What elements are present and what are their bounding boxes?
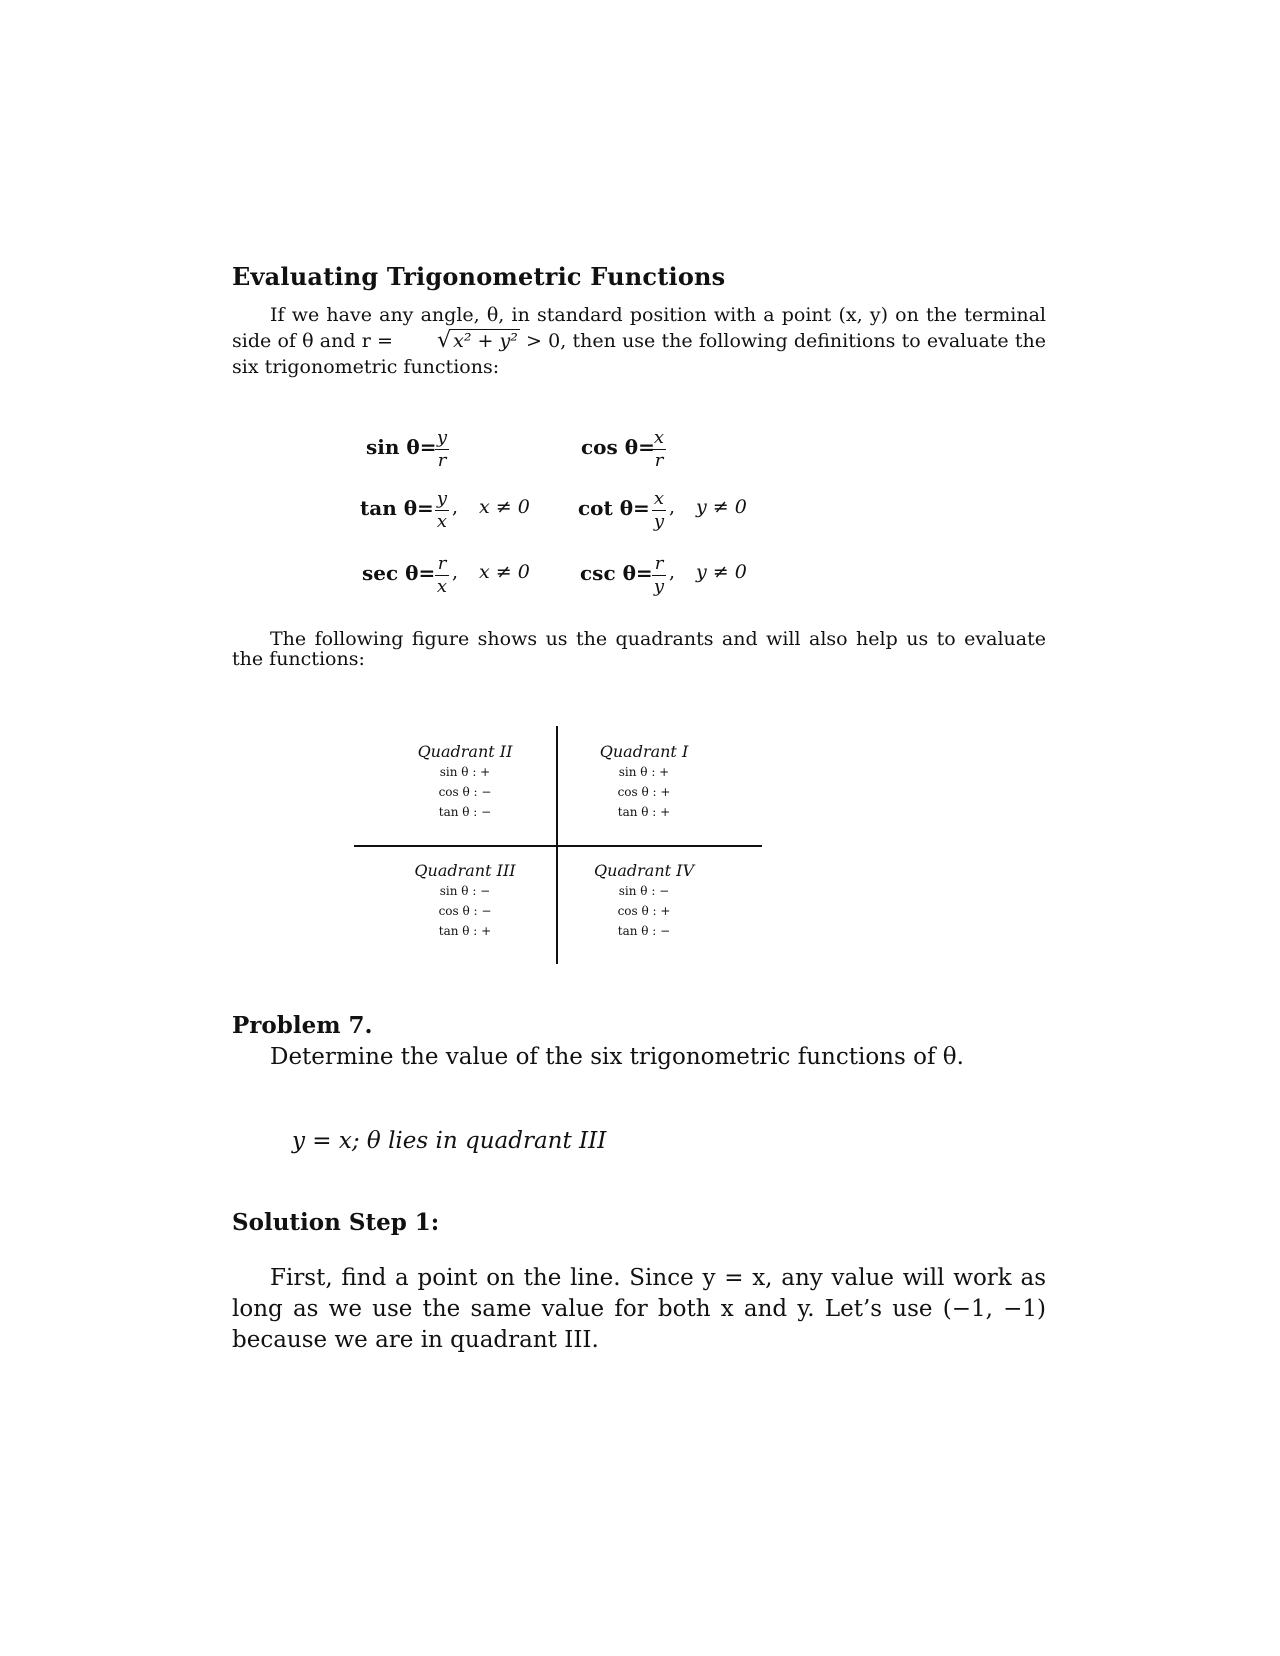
cot-denominator: y (653, 511, 665, 532)
problem-given: y = x; θ lies in quadrant III (292, 1128, 607, 1154)
cot-label: cot θ= (578, 496, 650, 520)
cot-condition: y ≠ 0 (696, 496, 747, 518)
quadrant-sin: sin θ : + (439, 765, 491, 779)
cos-label: cos θ= (581, 435, 655, 459)
sec-numerator: r (437, 553, 447, 574)
intro-line-1: If we have any angle, θ, in standard position with a point (x, y) on the terminal side of θ (232, 304, 1046, 352)
quadrant-cos: cos θ : − (438, 785, 492, 799)
radicand: x² + y² (453, 330, 518, 352)
quadrant-cos: cos θ : + (617, 904, 671, 918)
csc-denominator: y (653, 576, 665, 597)
sin-numerator: y (436, 427, 448, 448)
quadrant-tan: tan θ : − (617, 924, 671, 938)
sec-denominator: x (436, 576, 448, 597)
quadrant-2 (380, 742, 550, 822)
quadrant-title: Quadrant IV (593, 861, 695, 880)
problem-text: Determine the value of the six trigonometric functions of θ. (270, 1044, 964, 1070)
sec-fraction (434, 553, 450, 598)
cos-fraction (651, 427, 667, 472)
tan-label: tan θ= (360, 496, 434, 520)
solution-text: First, find a point on the line. Since y = x, any value will work as long as we use the same value for both x and y. Let’s use (−1, −1) because we are in quadrant III. (232, 1265, 1046, 1353)
x-axis (354, 845, 762, 847)
quadrant-title: Quadrant III (414, 861, 516, 880)
tan-fraction (434, 488, 450, 533)
cot-fraction (651, 488, 667, 533)
section-heading: Evaluating Trigonometric Functions (232, 262, 726, 291)
problem-title: Problem 7. (232, 1012, 373, 1039)
solution-title: Solution Step 1: (232, 1209, 440, 1236)
csc-condition: y ≠ 0 (696, 561, 747, 583)
tan-numerator: y (436, 488, 448, 509)
sin-label: sin θ= (366, 435, 437, 459)
quadrant-sin: sin θ : − (618, 884, 670, 898)
quadrant-sin: sin θ : + (618, 765, 670, 779)
radical-sign: √ (437, 328, 452, 353)
quadrant-sin: sin θ : − (439, 884, 491, 898)
tan-denominator: x (436, 511, 448, 532)
sec-condition: x ≠ 0 (479, 561, 530, 583)
quadrant-title: Quadrant II (417, 742, 513, 761)
cos-numerator: x (653, 427, 665, 448)
quadrant-tan: tan θ : − (438, 805, 492, 819)
quadrant-1 (559, 742, 729, 822)
sin-denominator: r (437, 450, 447, 471)
quadrant-cos: cos θ : − (438, 904, 492, 918)
intro-paragraph (232, 302, 1046, 380)
square-root (399, 328, 520, 354)
intro-line-3: functions: (403, 356, 500, 378)
sin-fraction (434, 427, 450, 472)
quadrant-3 (380, 861, 550, 941)
quadrant-cos: cos θ : + (617, 785, 671, 799)
sec-label: sec θ= (362, 561, 436, 585)
quadrant-4 (559, 861, 729, 941)
cot-numerator: x (653, 488, 665, 509)
figure-intro: The following figure shows us the quadrants and will also help us to evaluate the functions: (232, 628, 1046, 670)
quadrant-title: Quadrant I (599, 742, 689, 761)
intro-line-2-pre: and r = (319, 330, 400, 352)
csc-fraction (651, 553, 667, 598)
tan-condition: x ≠ 0 (479, 496, 530, 518)
quadrant-tan: tan θ : + (617, 805, 671, 819)
csc-label: csc θ= (580, 561, 653, 585)
csc-numerator: r (654, 553, 664, 574)
quadrant-tan: tan θ : + (438, 924, 492, 938)
cos-denominator: r (654, 450, 664, 471)
intro-line-2-post: > 0, then use the following definitions to evaluate the six trigonometric (232, 330, 1046, 378)
